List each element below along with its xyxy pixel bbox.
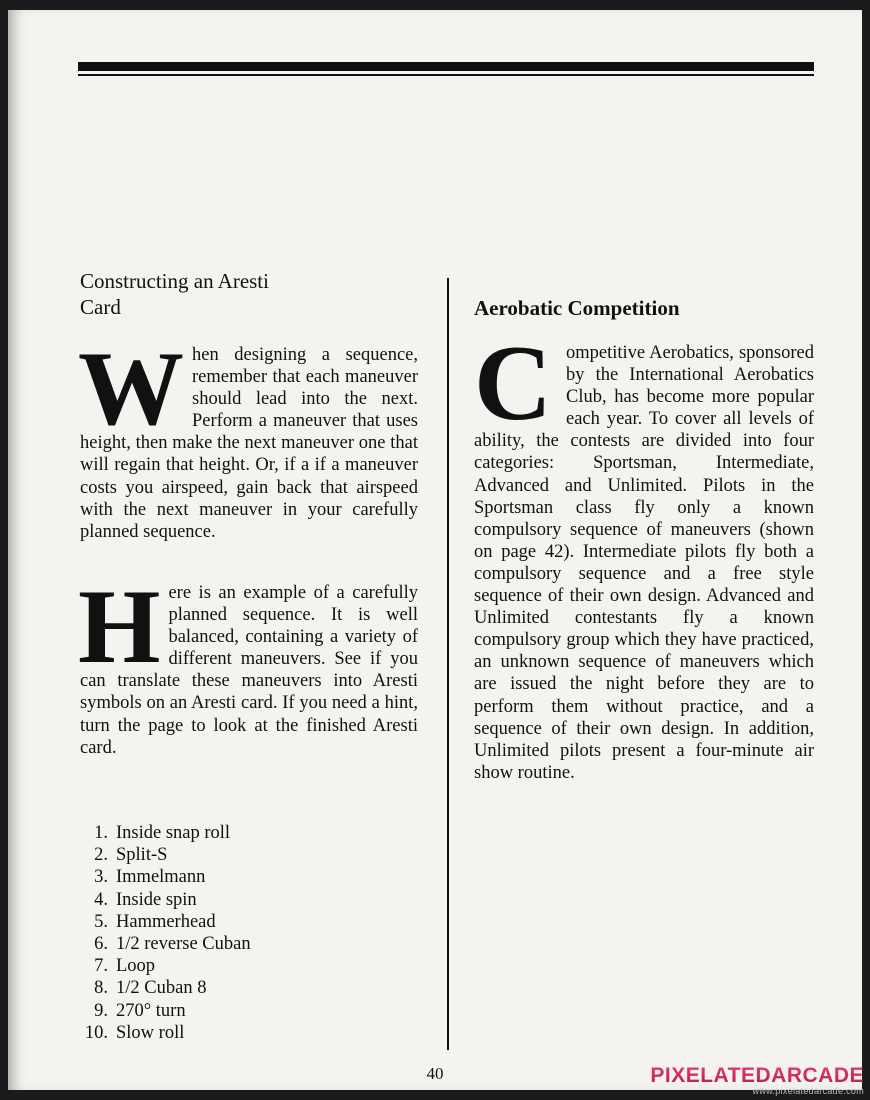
- site-watermark: [650, 1064, 864, 1096]
- page-number: 40: [426, 1064, 444, 1083]
- list-item: 8. 1/2 Cuban 8: [94, 978, 207, 999]
- list-item: 5. Hammerhead: [94, 911, 216, 932]
- paragraph-example-sequence: [78, 568, 418, 759]
- list-item: 9. 270° turn: [94, 1000, 186, 1021]
- paragraph-text: ompetitive Aerobatics, sponsored by the International Aerobatics Club, has become more popular each year. To cover all levels of ability, the contests are divided into four categories: Sportsman, Intermediate, Advanced and Unlimited. Pilots in the Sportsman class fly only a known compulsory sequence of maneuvers (shown on page 42). Intermediate pilots fly both a compulsory sequence and a free style sequence of their own design. Advanced and Unlimited contestants fly a known compulsory group which they have practiced, an unknown sequence of maneuvers which are issued the night before they are to perform them without practice, and a sequence of their own design. In addition, Unlimited pilots present a four-minute air show routine.: [474, 343, 814, 783]
- paragraph-text: hen designing a sequence, remember that each maneuver should lead into the next. Perform a maneuver that uses height, then make the next maneuver one that will regain that height. Or, if a if a maneuver costs you airspeed, gain back that airspeed with the next maneuver in your carefully planned sequence.: [80, 345, 418, 542]
- drop-cap-h: H: [78, 568, 161, 685]
- top-rule-thin: [78, 74, 814, 76]
- top-rule-thick: [78, 62, 814, 71]
- section-heading-aresti-card: Constructing an Aresti Card: [80, 269, 269, 319]
- list-item: 2. Split-S: [94, 845, 168, 866]
- list-item: 4. Inside spin: [94, 889, 197, 910]
- watermark-logo: PIXELATEDARCADE: [650, 1064, 864, 1087]
- watermark-url: www.pixelatedarcade.com: [752, 1086, 864, 1096]
- drop-cap-w: W: [78, 330, 184, 447]
- list-item: 1. Inside snap roll: [94, 823, 231, 843]
- book-page: [8, 10, 862, 1090]
- drop-cap-c: C: [474, 324, 552, 443]
- section-heading-aerobatic-competition: Aerobatic Competition: [474, 296, 680, 320]
- list-item: 10. Slow roll: [84, 1022, 185, 1043]
- list-item: 7. Loop: [94, 956, 156, 977]
- maneuver-list: [80, 822, 380, 1044]
- paragraph-competitive-aerobatics: [474, 324, 814, 784]
- paragraph-text: ere is an example of a carefully planned sequence. It is well balanced, containing a variety of different maneuvers. See if you can translate these maneuvers into Aresti symbols on an Aresti card. If you need a hint, turn the page to look at the finished Aresti card.: [80, 583, 418, 758]
- column-divider: [447, 278, 449, 1050]
- paragraph-designing-sequence: [78, 330, 418, 543]
- list-item: 3. Immelmann: [94, 867, 206, 888]
- list-item: 6. 1/2 reverse Cuban: [94, 934, 251, 955]
